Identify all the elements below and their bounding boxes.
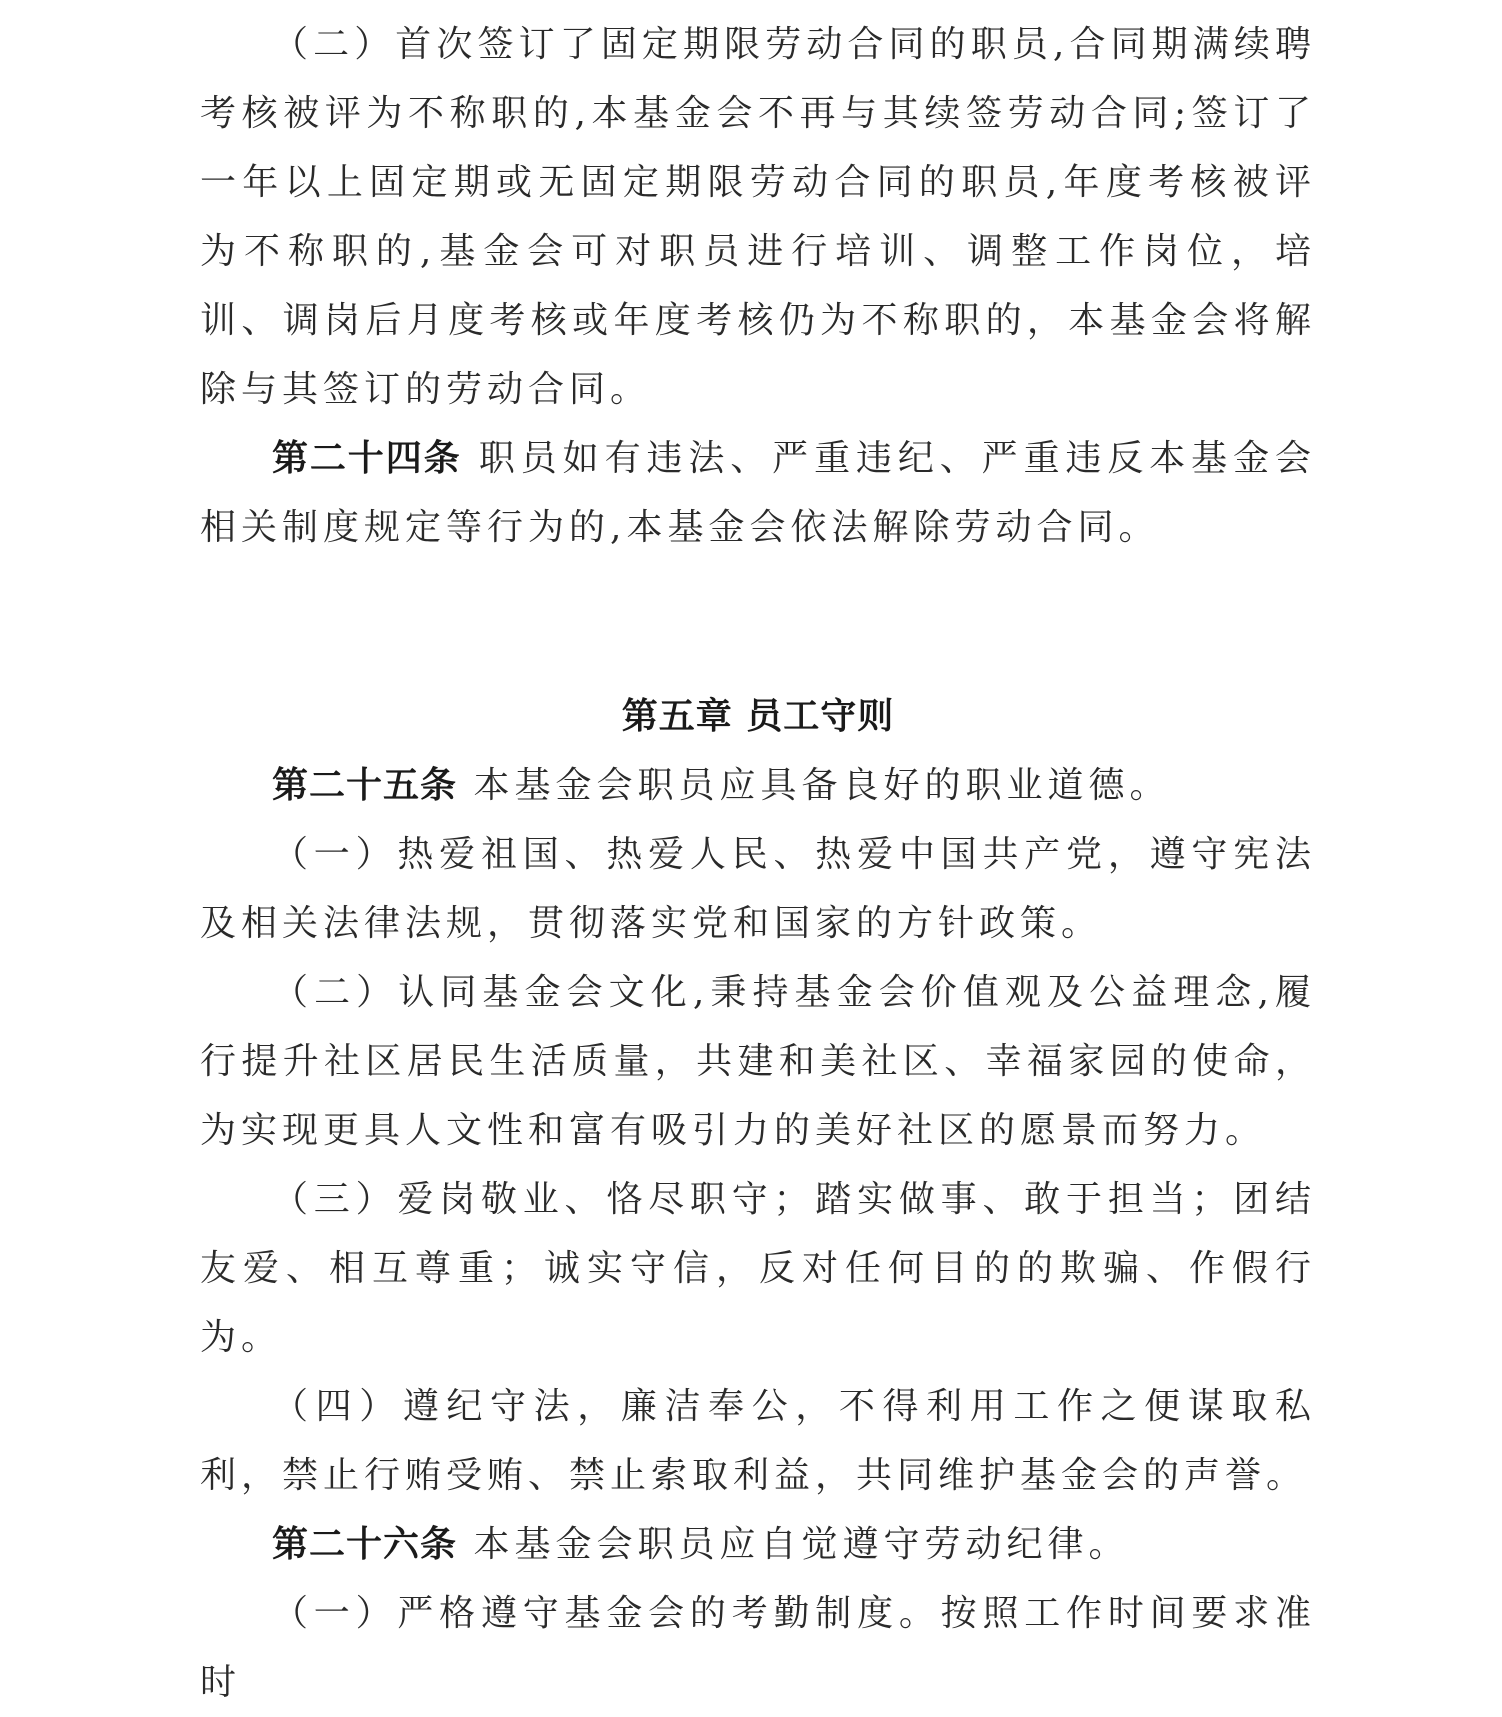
article-24-text: 职员如有违法、严重违纪、严重违反本基金会相关制度规定等行为的,本基金会依法解除劳动合同。 xyxy=(200,438,1316,548)
article-26-item-1: （一）严格遵守基金会的考勤制度。按照工作时间要求准时 xyxy=(200,1593,1316,1703)
article-26 xyxy=(200,1510,1316,1579)
section-gap xyxy=(200,562,1316,682)
article-24 xyxy=(200,424,1316,562)
paragraph-article23-item2: （二）首次签订了固定期限劳动合同的职员,合同期满续聘考核被评为不称职的,本基金会不再与其续签劳动合同;签订了一年以上固定期或无固定期限劳动合同的职员,年度考核被评为不称职的,基金会可对职员进行培训、调整工作岗位，培训、调岗后月度考核或年度考核仍为不称职的，本基金会将解除与其签订的劳动合同。 xyxy=(200,24,1316,410)
article-26-heading: 第二十六条 xyxy=(272,1524,458,1565)
article-25-item-3: （三）爱岗敬业、恪尽职守；踏实做事、敢于担当；团结友爱、相互尊重；诚实守信，反对任何目的的欺骗、作假行为。 xyxy=(200,1179,1316,1358)
article-25-item-4: （四）遵纪守法，廉洁奉公，不得利用工作之便谋取私利，禁止行贿受贿、禁止索取利益，共同维护基金会的声誉。 xyxy=(200,1386,1316,1496)
article-25 xyxy=(200,751,1316,820)
article-25-item-2: （二）认同基金会文化,秉持基金会价值观及公益理念,履行提升社区居民生活质量，共建和美社区、幸福家园的使命，为实现更具人文性和富有吸引力的美好社区的愿景而努力。 xyxy=(200,972,1316,1151)
chapter-title: 第五章 员工守则 xyxy=(621,696,895,737)
article-25-text: 本基金会职员应具备良好的职业道德。 xyxy=(457,765,1171,806)
document-page xyxy=(200,10,1316,1717)
article-25-heading: 第二十五条 xyxy=(272,765,458,806)
article-25-item-1: （一）热爱祖国、热爱人民、热爱中国共产党，遵守宪法及相关法律法规，贯彻落实党和国家的方针政策。 xyxy=(200,834,1316,944)
article-26-text: 本基金会职员应自觉遵守劳动纪律。 xyxy=(457,1524,1130,1565)
article-24-heading: 第二十四条 xyxy=(272,438,462,479)
